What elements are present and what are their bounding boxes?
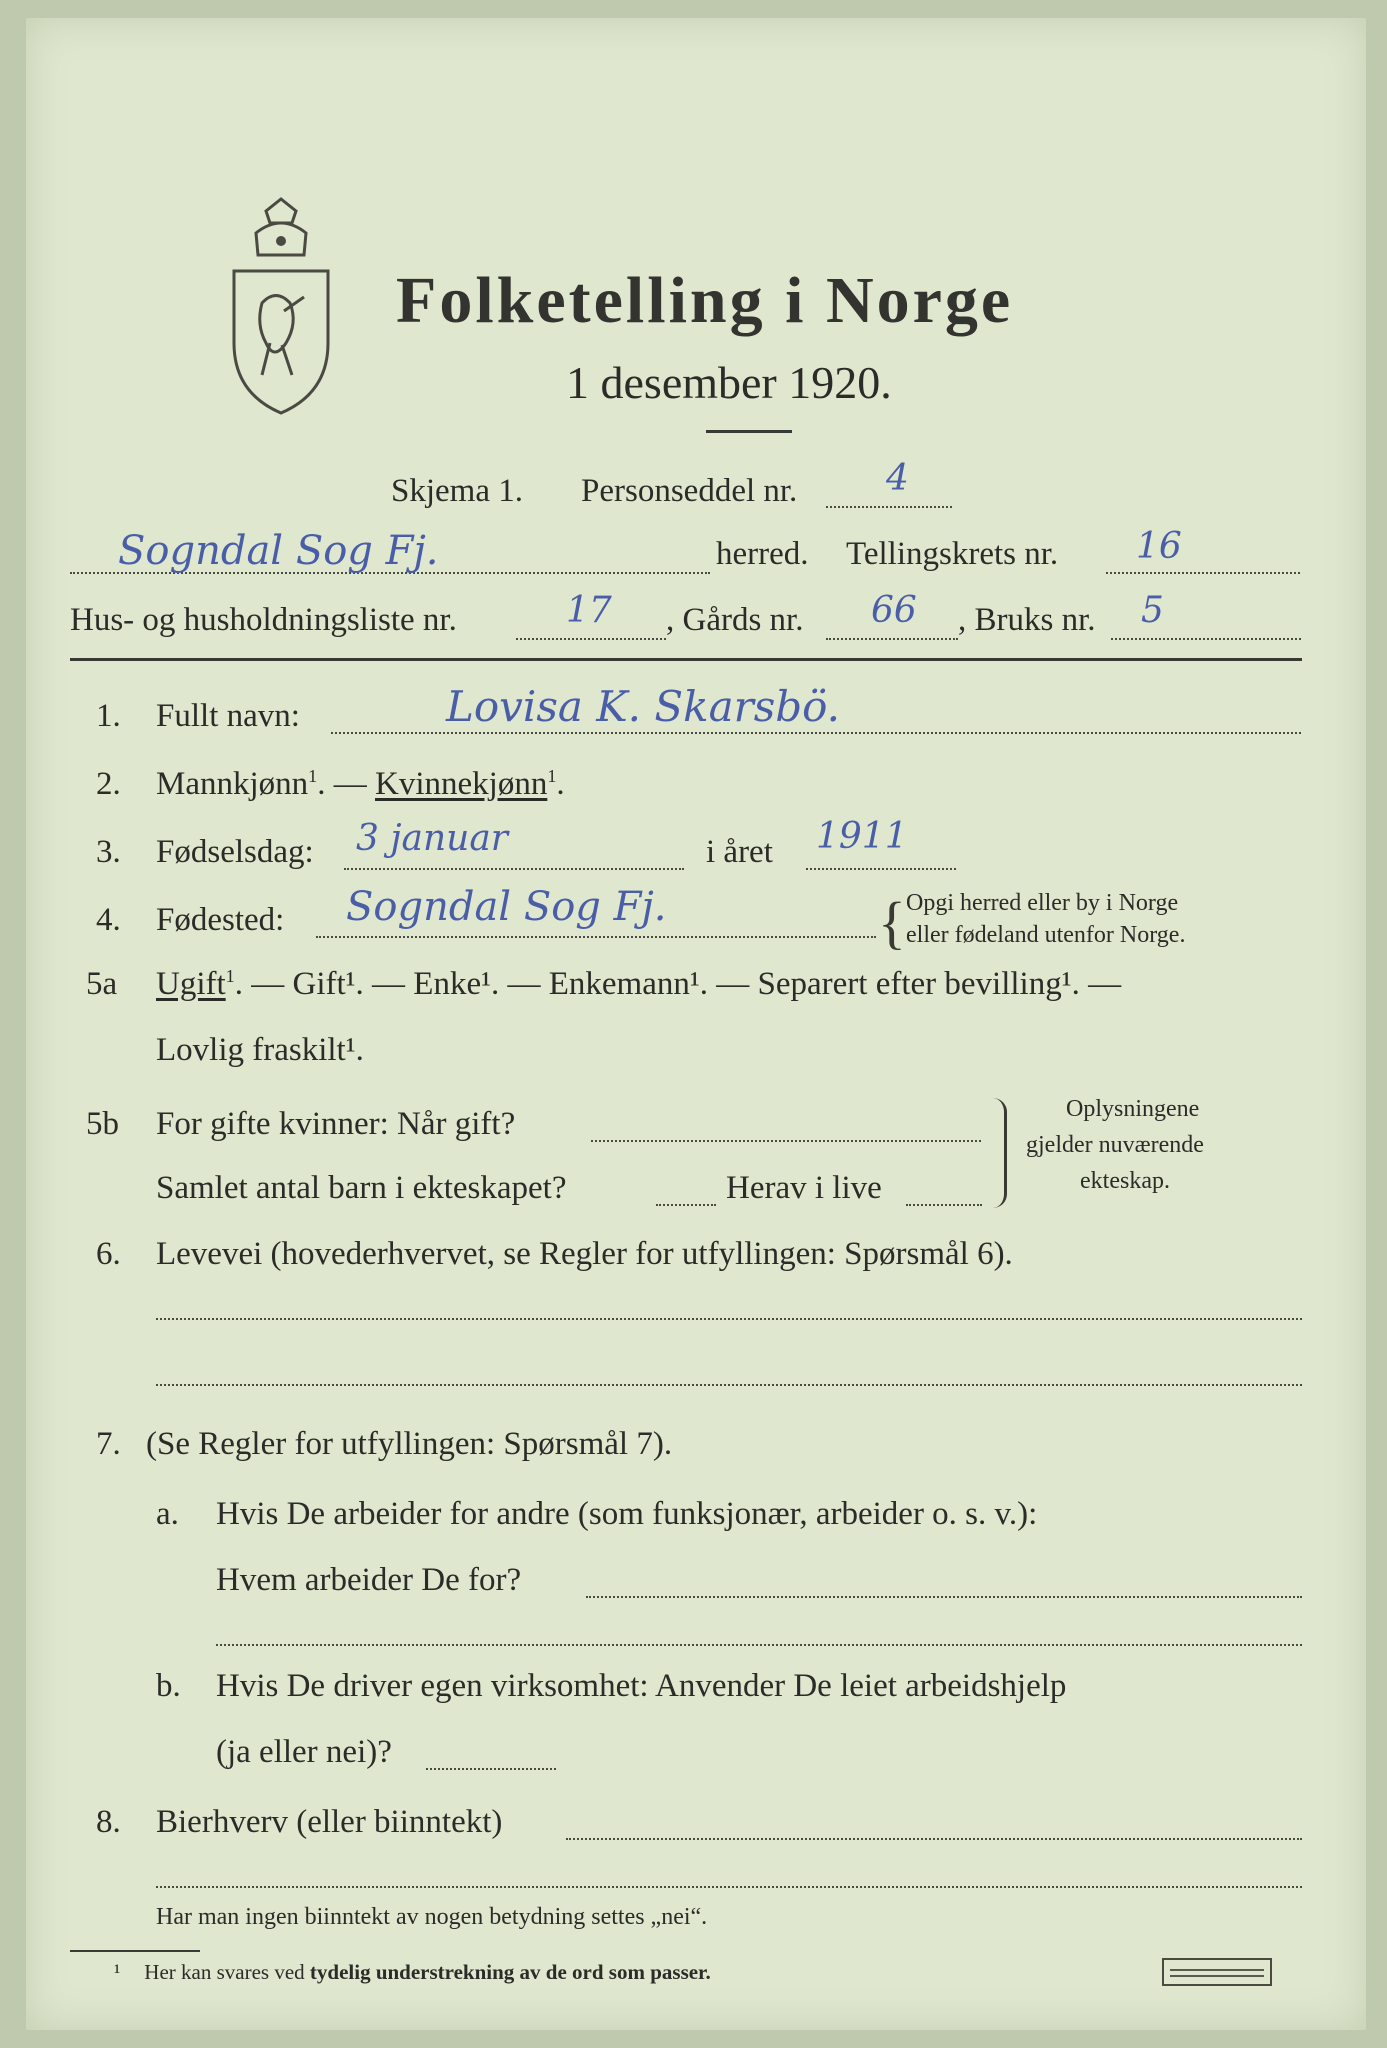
- q5b-barn-line: [656, 1204, 716, 1206]
- personseddel-line: [826, 506, 952, 508]
- q5b-gift-line: [591, 1140, 981, 1142]
- q1-line: [331, 732, 1301, 734]
- herred-value: Sogndal Sog Fj.: [118, 528, 439, 574]
- q1-value: Lovisa K. Skarsbö.: [446, 682, 841, 731]
- footnote: [114, 1960, 711, 1985]
- q5a-rest: . — Gift¹. — Enke¹. — Enkemann¹. — Separert efter bevilling¹. —: [234, 966, 1122, 1002]
- q5a-line2: Lovlig fraskilt¹.: [156, 1032, 364, 1068]
- q7a-line-1: [586, 1596, 1302, 1598]
- q4-number: 4.: [96, 902, 121, 938]
- tellingskrets-label: Tellingskrets nr.: [846, 536, 1059, 572]
- q2-end: .: [556, 766, 565, 802]
- q7-number: 7.: [96, 1426, 121, 1462]
- q3-year-value: 1911: [816, 816, 908, 857]
- q2-options: Mannkjønn$^1$. — Kvinnekjønn$^1$.: [156, 766, 565, 802]
- herred-label: herred.: [716, 536, 809, 572]
- q5b-note-1: Oplysningene: [1066, 1096, 1200, 1122]
- q8-number: 8.: [96, 1804, 121, 1840]
- q4-line: [316, 936, 876, 938]
- q8-line-1: [566, 1838, 1302, 1840]
- q3-day-value: 3 januar: [356, 818, 509, 859]
- personseddel-label: Personseddel nr.: [581, 473, 798, 509]
- q7a-number: a.: [156, 1496, 179, 1532]
- q4-note-1: Opgi herred eller by i Norge: [906, 890, 1179, 916]
- q6-number: 6.: [96, 1236, 121, 1272]
- q4-brace: {: [878, 890, 906, 955]
- q1-number: 1.: [96, 698, 121, 734]
- q5b-number: 5b: [86, 1106, 119, 1142]
- q4-label: Fødested:: [156, 902, 285, 938]
- footer-note: Har man ingen biinntekt av nogen betydning settes „nei“.: [156, 1904, 708, 1930]
- q7a-label-2: Hvem arbeider De for?: [216, 1562, 522, 1598]
- q3-label: Fødselsdag:: [156, 834, 314, 870]
- q5a-ugift: Ugift: [156, 966, 226, 1002]
- q6-label: Levevei (hovederhvervet, se Regler for utfyllingen: Spørsmål 6).: [156, 1236, 1013, 1272]
- q5b-live-line: [906, 1204, 982, 1206]
- q8-label: Bierhverv (eller biinntekt): [156, 1804, 503, 1840]
- q7b-line: [426, 1768, 556, 1770]
- gards-line: [826, 638, 958, 640]
- q5a-number: 5a: [86, 966, 118, 1002]
- q5b-label-1: For gifte kvinner: Når gift?: [156, 1106, 516, 1142]
- q7a-line-2: [216, 1644, 1302, 1646]
- q7a-label: Hvis De arbeider for andre (som funksjonær, arbeider o. s. v.):: [216, 1496, 1038, 1532]
- form-title: Folketelling i Norge: [396, 264, 1014, 337]
- q1-label: Fullt navn:: [156, 698, 300, 734]
- bruks-line: [1111, 638, 1301, 640]
- form-date: 1 desember 1920.: [566, 357, 892, 408]
- q5b-label-2: Samlet antal barn i ekteskapet?: [156, 1170, 567, 1206]
- gards-label: , Gårds nr.: [666, 602, 804, 638]
- q3-day-line: [344, 868, 684, 870]
- q8-line-2: [156, 1886, 1302, 1888]
- coat-of-arms-icon: [226, 193, 336, 423]
- q5b-note-2: gjelder nuværende: [1026, 1132, 1204, 1158]
- q2-female: Kvinnekjønn: [375, 766, 548, 802]
- q3-year-label: i året: [706, 834, 773, 870]
- q3-number: 3.: [96, 834, 121, 870]
- bruks-label: , Bruks nr.: [958, 602, 1096, 638]
- personseddel-value: 4: [886, 458, 909, 499]
- q5b-label-3: Herav i live: [726, 1170, 882, 1206]
- tellingskrets-value: 16: [1136, 526, 1182, 567]
- q6-line-2: [156, 1384, 1302, 1386]
- title-divider: [706, 430, 792, 433]
- q3-year-line: [806, 868, 956, 870]
- q7b-number: b.: [156, 1668, 181, 1704]
- census-form: [26, 18, 1366, 2030]
- q2-number: 2.: [96, 766, 121, 802]
- footnote-mark: ¹: [114, 1960, 121, 1984]
- q4-note-2: eller fødeland utenfor Norge.: [906, 922, 1186, 948]
- husliste-line: [516, 638, 666, 640]
- skjema-label: Skjema 1.: [391, 473, 523, 509]
- q5b-brace: [992, 1098, 1007, 1208]
- q6-line-1: [156, 1318, 1302, 1320]
- tellingskrets-line: [1106, 572, 1300, 574]
- footnote-bold: tydelig understrekning av de ord som passer.: [309, 1960, 711, 1984]
- header-divider: [70, 658, 1302, 661]
- gards-value: 66: [871, 590, 917, 631]
- q7b-label: Hvis De driver egen virksomhet: Anvender De leiet arbeidshjelp: [216, 1668, 1067, 1704]
- q5a-options: Ugift$^1$. — Gift¹. — Enke¹. — Enkemann¹. — Separert efter bevilling¹. —: [156, 966, 1122, 1002]
- q7-label: (Se Regler for utfyllingen: Spørsmål 7).: [146, 1426, 673, 1462]
- q4-value: Sogndal Sog Fj.: [346, 884, 667, 930]
- q2-male: Mannkjønn: [156, 766, 309, 802]
- husliste-label: Hus- og husholdningsliste nr.: [70, 602, 457, 638]
- bruks-value: 5: [1141, 590, 1164, 631]
- q7b-label-2: (ja eller nei)?: [216, 1734, 392, 1770]
- footnote-pre: Her kan svares ved: [144, 1960, 310, 1984]
- husliste-value: 17: [566, 590, 612, 631]
- printer-stamp-icon: [1162, 1958, 1272, 1986]
- q5b-note-3: ekteskap.: [1080, 1168, 1170, 1194]
- footnote-rule: [70, 1950, 200, 1952]
- q2-separator: . —: [317, 766, 375, 802]
